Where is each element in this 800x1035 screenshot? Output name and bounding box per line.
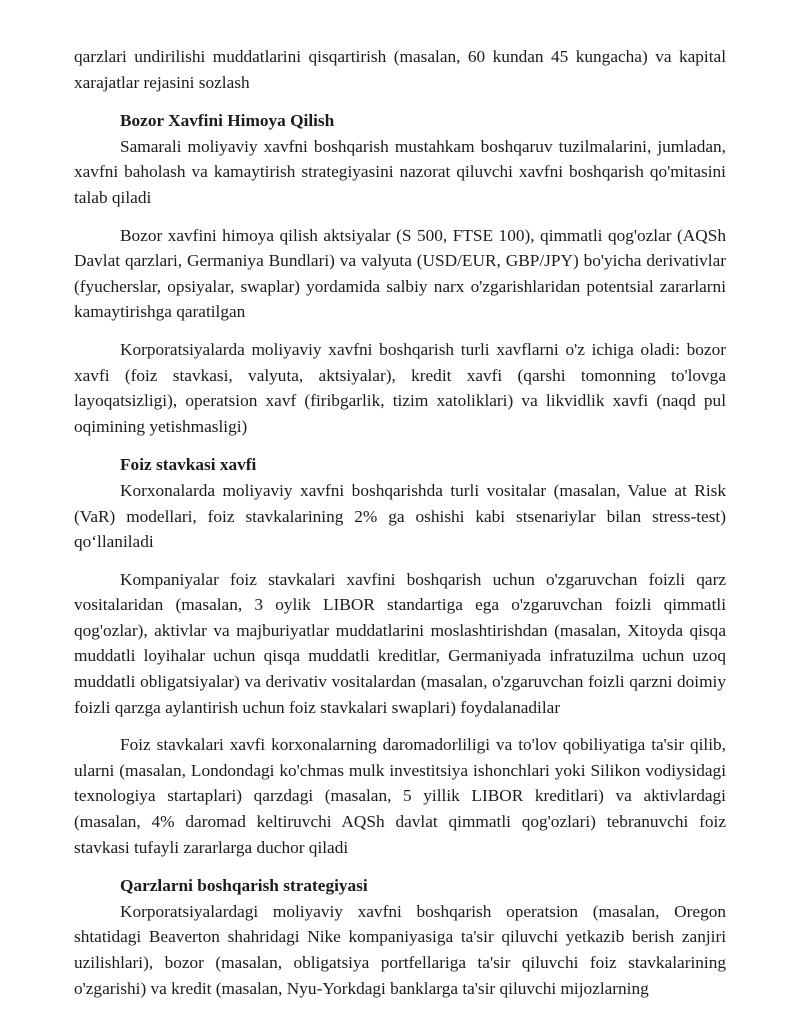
paragraph-intro: qarzlari undirilishi muddatlarini qisqartirish (masalan, 60 kundan 45 kungacha) va kapital xarajatlar rejasini sozlash [74, 47, 726, 92]
heading-foiz-stavkasi: Foiz stavkasi xavfi [120, 455, 257, 475]
paragraph: Korporatsiyalardagi moliyaviy xavfni boshqarish operatsion (masalan, Oregon shtatidagi Beaverton shahridagi Nike kompaniyasiga ta'sir qiluvchi yetkazib berish zanjiri uzilishlari), bozor (masalan, obligatsiya portfellariga ta'sir qiluvchi foiz stavkalarining o'zgarishi) va kredit (masalan, Nyu-Yorkdagi banklarga ta'sir qiluvchi mijozlarning [74, 901, 726, 998]
heading-qarzlarni-boshqarish: Qarzlarni boshqarish strategiyasi [120, 876, 368, 896]
paragraph: Kompaniyalar foiz stavkalari xavfini boshqarish uchun o'zgaruvchan foizli qarz vositalaridan (masalan, 3 oylik LIBOR standartiga ega o'zgaruvchan foizli qimmatli qog'ozlar), aktivlar va majburiyatlar muddatlarini moslashtirishdan (masalan, Xitoyda qisqa muddatli loyihalar uchun qisqa muddatli kreditlar, Germaniyada infratuzilma uchun uzoq muddatli obligatsiyalar) va derivativ vositalardan (masalan, o'zgaruvchan foizli qarzni doimiy foizli qarzga aylantirish uchun foiz stavkalari swaplari) foydalanadilar [74, 569, 726, 717]
paragraph: Korxonalarda moliyaviy xavfni boshqarishda turli vositalar (masalan, Value at Risk (VaR) modellari, foiz stavkalarining 2% ga oshishi kabi stsenariylar bilan stress-test) qo‘llaniladi [74, 480, 726, 552]
heading-bozor-xavfini: Bozor Xavfini Himoya Qilish [120, 111, 335, 131]
paragraph: Bozor xavfini himoya qilish aktsiyalar (S 500, FTSE 100), qimmatli qog'ozlar (AQSh Davlat qarzlari, Germaniya Bundlari) va valyuta (USD/EUR, GBP/JPY) bo'yicha derivativlar (fyucherslar, opsiyalar, swaplar) yordamida salbiy narx o'zgarishlaridan potentsial zararlarni kamaytirishga qaratilgan [74, 225, 726, 322]
paragraph: Samarali moliyaviy xavfni boshqarish mustahkam boshqaruv tuzilmalarini, jumladan, xavfni baholash va kamaytirish strategiyasini nazorat qiluvchi xavfni boshqarish qo'mitasini talab qiladi [74, 136, 726, 207]
document-page [74, 44, 726, 1001]
paragraph: Korporatsiyalarda moliyaviy xavfni boshqarish turli xavflarni o'z ichiga oladi: bozor xavfi (foiz stavkasi, valyuta, aktsiyalar), kredit xavfi (qarshi tomonning to'lovga layoqatsizligi), operatsion xavf (firibgarlik, tizim xatoliklari) va likvidlik xavfi (naqd pul oqimining yetishmasligi) [74, 339, 726, 436]
paragraph: Foiz stavkalari xavfi korxonalarning daromadorliligi va to'lov qobiliyatiga ta'sir qilib, ularni (masalan, Londondagi ko'chmas mulk investitsiya ishonchlari yoki Silikon vodiysidagi texnologiya startaplari) qarzdagi (masalan, 5 yillik LIBOR kreditlari) va aktivlardagi (masalan, 4% daromad keltiruvchi AQSh davlat qimmatli qog'ozlari) tebranuvchi foiz stavkasi tufayli zararlarga duchor qiladi [74, 735, 726, 857]
